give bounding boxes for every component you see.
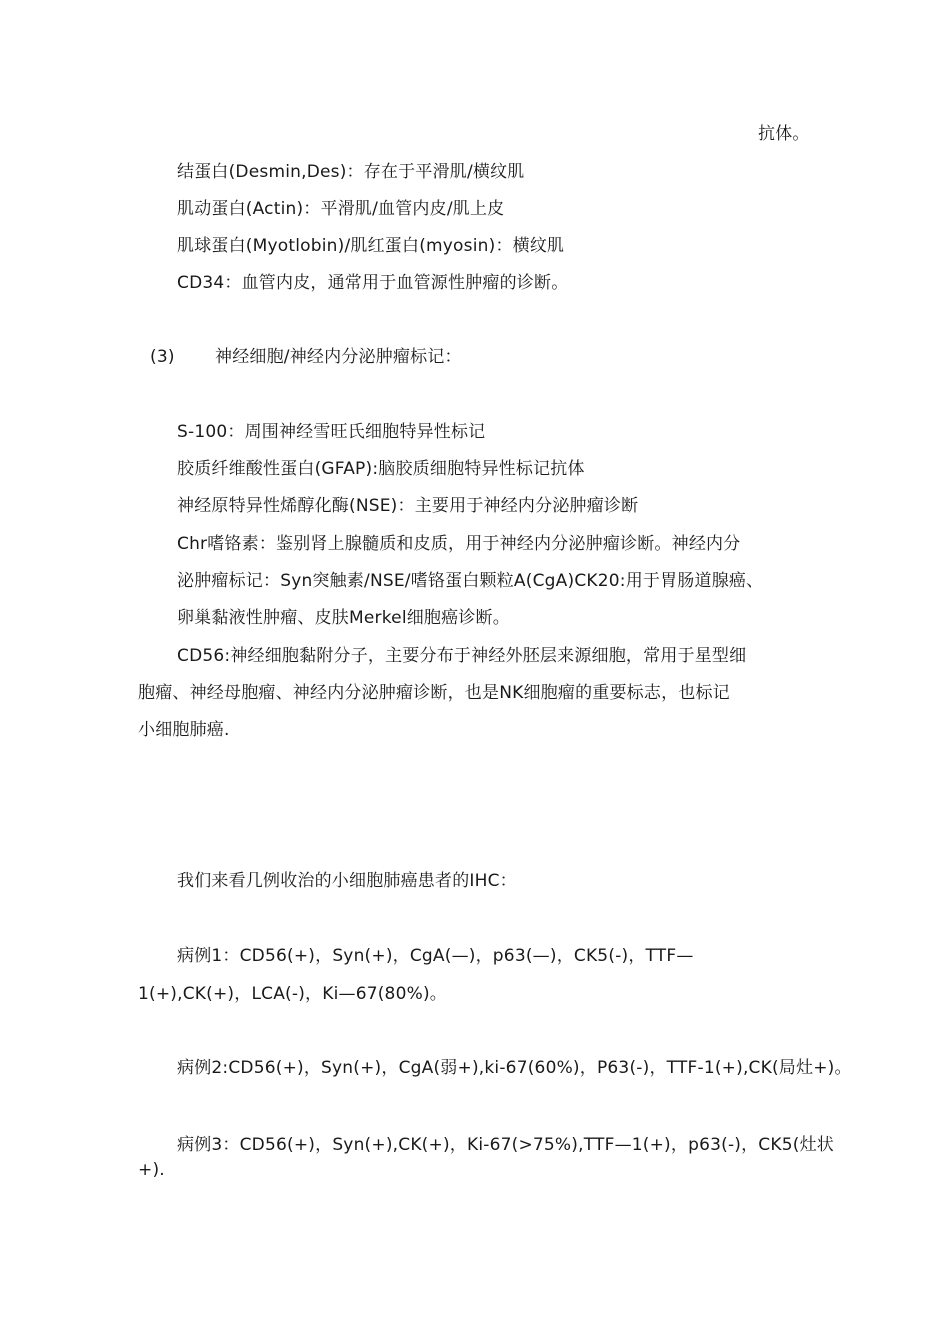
case-line: 1(+),CK(+)，LCA(-)，Ki—67(80%)。 (138, 984, 447, 1004)
paragraph-line: 神经原特异性烯醇化酶(NSE)：主要用于神经内分泌肿瘤诊断 (177, 496, 639, 516)
paragraph-line: 卵巢黏液性肿瘤、皮肤Merkel细胞癌诊断。 (177, 608, 510, 628)
paragraph-line: 小细胞肺癌. (138, 720, 230, 740)
case-line: +). (138, 1160, 165, 1180)
paragraph-line: CD34：血管内皮，通常用于血管源性肿瘤的诊断。 (177, 273, 569, 293)
case-line: 病例1：CD56(+)，Syn(+)，CgA(—)，p63(—)，CK5(-)，TTF— (177, 946, 694, 966)
section-heading: 神经细胞/神经内分泌肿瘤标记： (215, 347, 462, 367)
paragraph-line: 肌动蛋白(Actin)：平滑肌/血管内皮/肌上皮 (177, 199, 505, 219)
paragraph-line: 我们来看几例收治的小细胞肺癌患者的IHC： (177, 871, 517, 891)
paragraph-line: CD56:神经细胞黏附分子，主要分布于神经外胚层来源细胞，常用于星型细 (177, 646, 747, 666)
paragraph-line: 抗体。 (758, 124, 810, 144)
paragraph-line: 泌肿瘤标记：Syn突触素/NSE/嗜铬蛋白颗粒A(CgA)CK20:用于胃肠道腺癌、 (177, 571, 764, 591)
section-number: (3) (150, 347, 175, 367)
paragraph-line: S-100：周围神经雪旺氏细胞特异性标记 (177, 422, 486, 442)
paragraph-line: 胞瘤、神经母胞瘤、神经内分泌肿瘤诊断，也是NK细胞瘤的重要标志，也标记 (138, 683, 730, 703)
paragraph-line: 结蛋白(Desmin,Des)：存在于平滑肌/横纹肌 (177, 162, 525, 182)
paragraph-line: 胶质纤维酸性蛋白(GFAP):脑胶质细胞特异性标记抗体 (177, 459, 585, 479)
case-line: 病例3：CD56(+)，Syn(+),CK(+)，Ki-67(>75%),TTF—1(+)，p63(-)，CK5(灶状 (177, 1135, 834, 1155)
paragraph-line: Chr嗜铬素：鉴别肾上腺髓质和皮质，用于神经内分泌肿瘤诊断。神经内分 (177, 534, 741, 554)
case-line: 病例2:CD56(+)，Syn(+)，CgA(弱+),ki-67(60%)，P63(-)，TTF-1(+),CK(局灶+)。 (177, 1058, 852, 1078)
paragraph-line: 肌球蛋白(Myotlobin)/肌红蛋白(myosin)：横纹肌 (177, 236, 565, 256)
